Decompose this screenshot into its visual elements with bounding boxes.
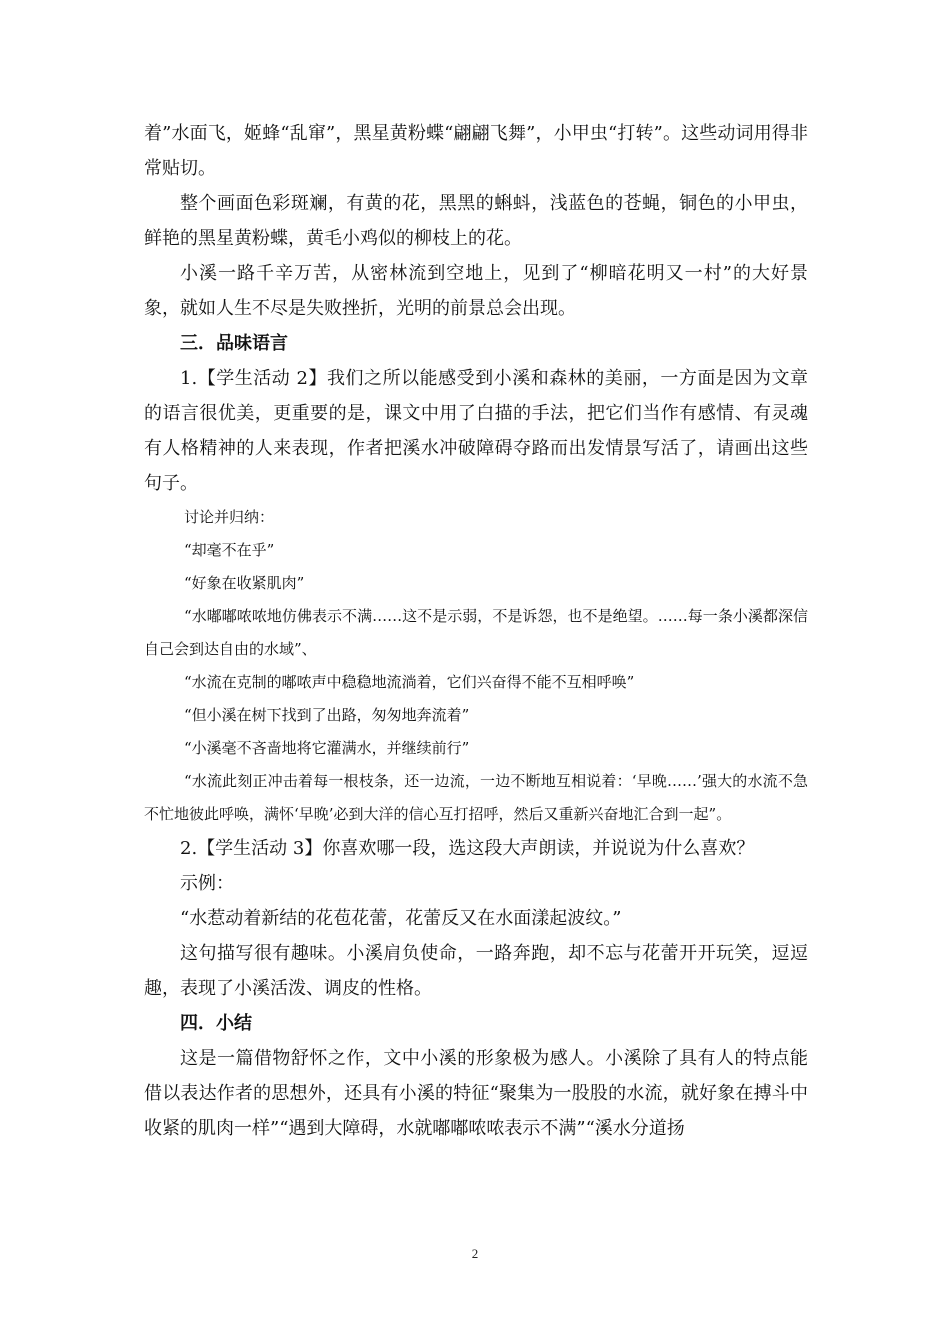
paragraph-verbs: 着”水面飞，姬蜂“乱窜”，黑星黄粉蝶“翩翩飞舞”，小甲虫“打转”。这些动词用得非常贴切。 — [144, 123, 808, 179]
example-analysis: 这句描写很有趣味。小溪肩负使命，一路奔跑，却不忘与花蕾开开玩笑，逗逗趣，表现了小溪活泼、调皮的性格。 — [144, 943, 808, 999]
quote-item: “水流此刻正冲击着每一根枝条，还一边流，一边不断地互相说着：‘早晚……’强大的水流不急不忙地彼此呼唤，满怀‘早晚’必到大洋的信心互打招呼，然后又重新兴奋地汇合到一起”。 — [144, 772, 808, 823]
quote-item: “却毫不在乎” — [184, 541, 275, 559]
quote-item: “好象在收紧肌肉” — [184, 574, 305, 592]
page-number: 2 — [471, 1246, 479, 1261]
paragraph-colors: 整个画面色彩斑斓，有黄的花，黑黑的蝌蚪，浅蓝色的苍蝇，铜色的小甲虫，鲜艳的黑星黄粉蝶，黄毛小鸡似的柳枝上的花。 — [144, 193, 808, 249]
example-label: 示例： — [180, 873, 234, 894]
paragraph-journey: 小溪一路千辛万苦，从密林流到空地上，见到了“柳暗花明又一村”的大好景象，就如人生不尽是失败挫折，光明的前景总会出现。 — [144, 263, 808, 319]
paragraph-activity-2: 1.【学生活动 2】我们之所以能感受到小溪和森林的美丽，一方面是因为文章的语言很优美，更重要的是，课文中用了白描的手法，把它们当作有感情、有灵魂有人格精神的人来表现，作者把溪水冲破障碍夺路而出发情景写活了，请画出这些句子。 — [144, 368, 808, 494]
quote-item: “水嘟嘟哝哝地仿佛表示不满……这不是示弱，不是诉怨，也不是绝望。……每一条小溪都深信自己会到达自由的水域”、 — [144, 607, 808, 658]
section-title-language: 三．品味语言 — [180, 333, 288, 354]
quote-item: “但小溪在树下找到了出路，匆匆地奔流着” — [184, 706, 470, 724]
discussion-label: 讨论并归纳： — [184, 508, 275, 526]
example-quote: “水惹动着新结的花苞花蕾，花蕾反又在水面漾起波纹。” — [180, 908, 622, 929]
document-body — [144, 116, 808, 1146]
paragraph-summary: 这是一篇借物舒怀之作，文中小溪的形象极为感人。小溪除了具有人的特点能借以表达作者的思想外，还具有小溪的特征“聚集为一股股的水流，就好象在搏斗中收紧的肌肉一样”“遇到大障碍，水就嘟嘟哝哝表示不满”“溪水分道扬 — [144, 1048, 808, 1139]
quote-item: “小溪毫不吝啬地将它灌满水，并继续前行” — [184, 739, 470, 757]
quote-item: “水流在克制的嘟哝声中稳稳地流淌着，它们兴奋得不能不互相呼唤” — [184, 673, 635, 691]
paragraph-activity-3: 2.【学生活动 3】你喜欢哪一段，选这段大声朗读，并说说为什么喜欢？ — [180, 838, 755, 859]
section-title-summary: 四．小结 — [180, 1013, 252, 1034]
